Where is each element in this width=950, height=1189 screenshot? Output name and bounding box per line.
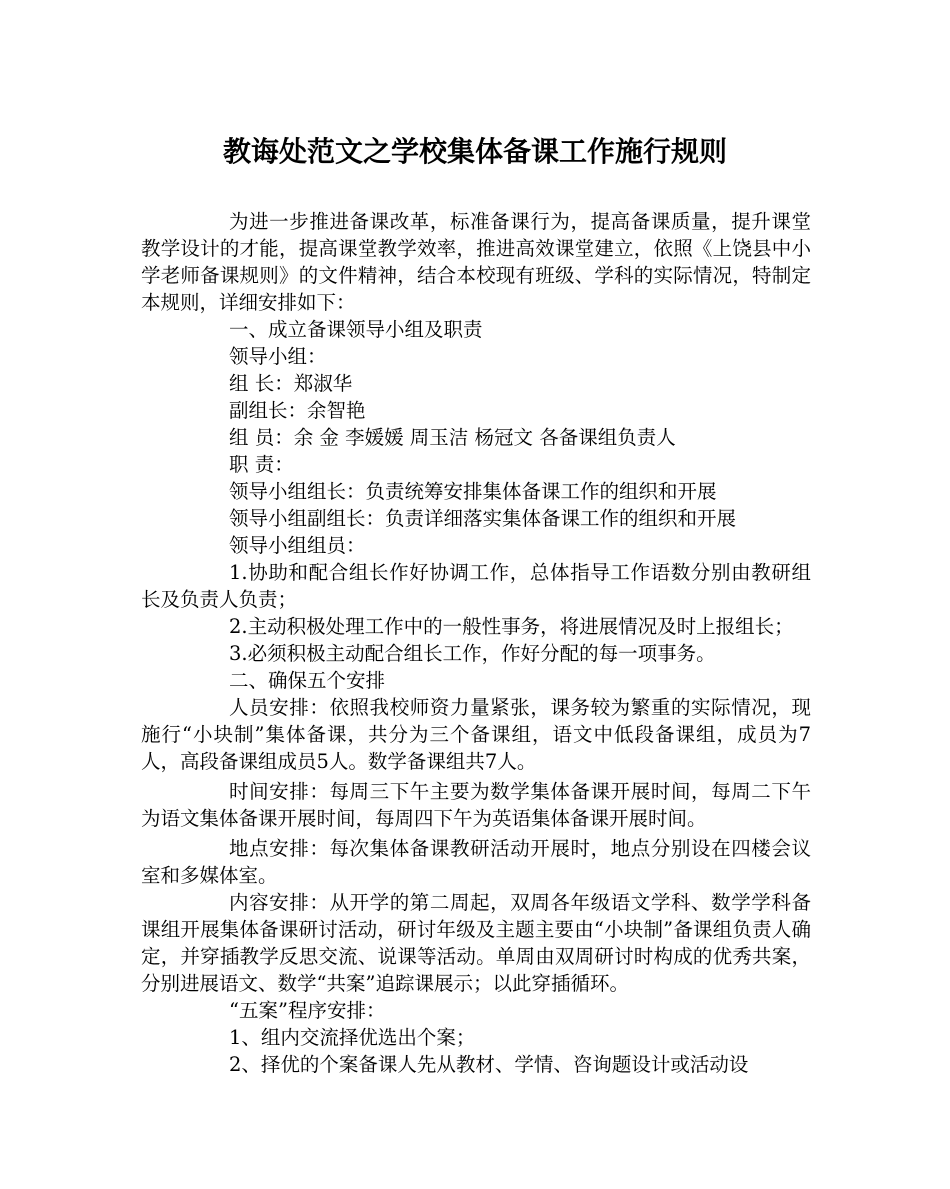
paragraph-duty-item-2: 2.主动积极处理工作中的一般性事务，将进展情况及时上报组长； — [229, 615, 794, 638]
paragraph-leader-duty: 领导小组组长：负责统筹安排集体备课工作的组织和开展 — [229, 480, 717, 503]
paragraph-time-arrangement: 时间安排：每周三下午主要为数学集体备课开展时间，每周二下午为语文集体备课开展时间，每周四下午为英语集体备课开展时间。 — [141, 780, 811, 830]
document-body — [141, 208, 811, 1078]
document-title: 教诲处范文之学校集体备课工作施行规则 — [222, 135, 727, 168]
paragraph-deputy-leader: 副组长：余智艳 — [229, 399, 366, 422]
paragraph-five-plans: “五案”程序安排： — [229, 999, 386, 1022]
paragraph-deputy-duty: 领导小组副组长：负责详细落实集体备课工作的组织和开展 — [229, 507, 737, 530]
paragraph-location-arrangement: 地点安排：每次集体备课教研活动开展时，地点分别设在四楼会议室和多媒体室。 — [141, 837, 811, 887]
paragraph-intro: 为进一步推进备课改革，标准备课行为，提高备课质量，提升课堂教学设计的才能，提高课堂教学效率，推进高效课堂建立，依照《上饶县中小学老师备课规则》的文件精神，结合本校现有班级、学科的实际情况，特制定本规则，详细安排如下： — [141, 210, 811, 314]
paragraph-duty-item-1: 1.协助和配合组长作好协调工作，总体指导工作语数分别由教研组长及负责人负责； — [141, 561, 811, 611]
paragraph-group-members: 组 员：余 金 李媛媛 周玉洁 杨冠文 各备课组负责人 — [229, 426, 676, 449]
paragraph-leader-group: 领导小组： — [229, 345, 327, 368]
paragraph-staff-arrangement: 人员安排：依照我校师资力量紧张，课务较为繁重的实际情况，现施行“小块制”集体备课，共分为三个备课组，语文中低段备课组，成员为7人，高段备课组成员5人。数学备课组共7人。 — [141, 696, 811, 773]
paragraph-plan-step-2: 2、择优的个案备课人先从教材、学情、咨询题设计或活动设 — [229, 1053, 749, 1076]
paragraph-content-arrangement: 内容安排：从开学的第二周起，双周各年级语文学科、数学学科备课组开展集体备课研讨活动，研讨年级及主题主要由“小块制”备课组负责人确定，并穿插教学反思交流、说课等活动。单周由双周研讨时构成的优秀共案，分别进展语文、数学“共案”追踪课展示；以此穿插循环。 — [141, 891, 811, 995]
section-heading-2: 二、确保五个安排 — [229, 669, 386, 692]
paragraph-duty-item-3: 3.必须积极主动配合组长工作，作好分配的每一项事务。 — [229, 642, 716, 665]
section-heading-1: 一、成立备课领导小组及职责 — [229, 318, 483, 341]
paragraph-group-leader: 组 长：郑淑华 — [229, 372, 353, 395]
paragraph-members-label: 领导小组组员： — [229, 534, 366, 557]
paragraph-plan-step-1: 1、组内交流择优选出个案； — [229, 1026, 476, 1049]
paragraph-duties: 职 责： — [229, 453, 294, 476]
